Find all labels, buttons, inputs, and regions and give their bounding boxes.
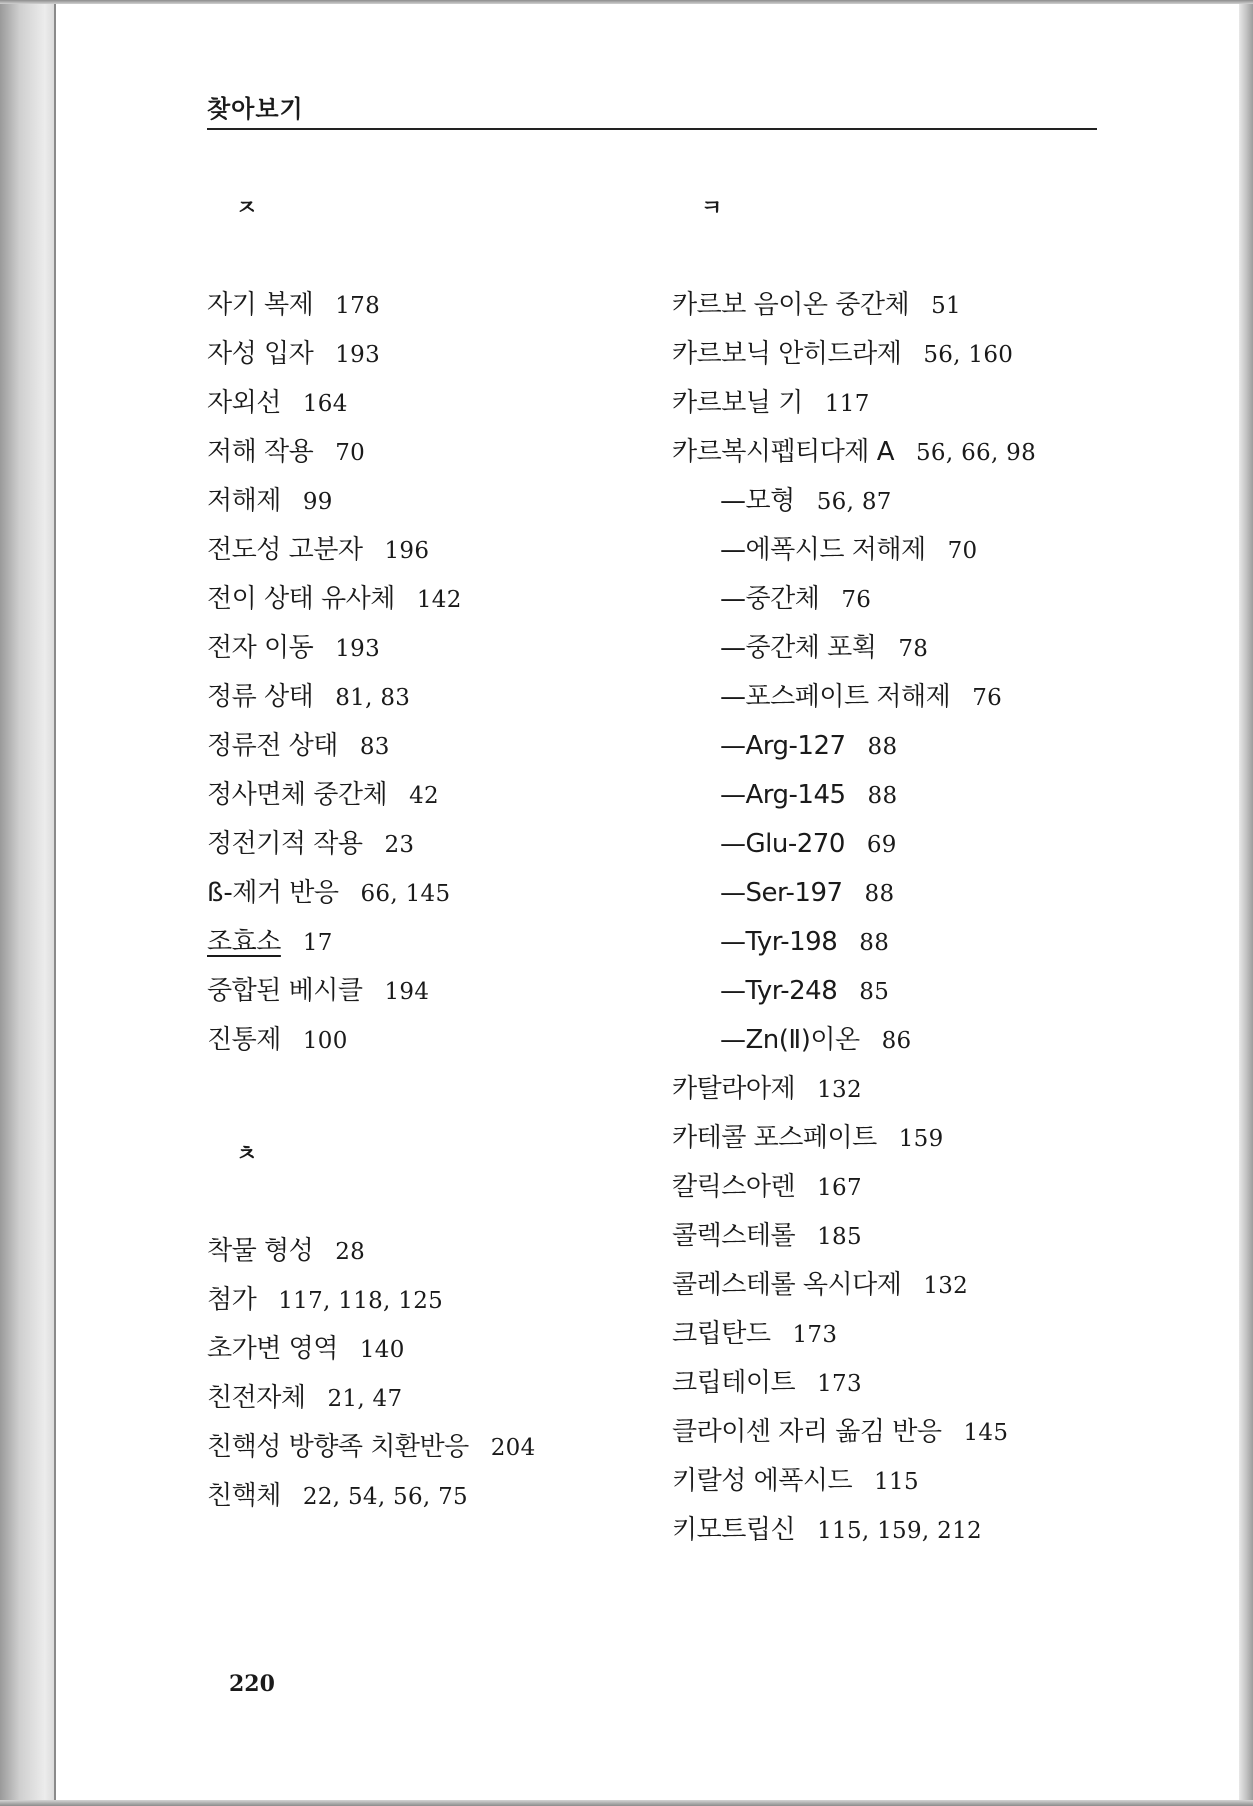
index-pages: 100 [302,1028,348,1054]
index-subentry [672,537,1112,586]
index-pages: 196 [384,538,430,564]
page-edge-left [0,0,56,1806]
index-entry [207,341,647,390]
index-entry [207,439,647,488]
index-pages: 42 [409,783,439,809]
index-entry [207,684,647,733]
index-entry [207,292,647,341]
index-pages: 88 [867,783,898,809]
index-term: 착물 형성 [207,1236,314,1266]
index-subentry [672,733,1112,782]
index-term: 카르보 음이온 중간체 [672,290,910,320]
index-pages: 99 [302,489,333,515]
index-term: 크립테이트 [672,1368,796,1398]
index-entry [672,1272,1112,1321]
index-entry [672,1517,1112,1566]
index-term: 칼릭스아렌 [672,1172,796,1202]
index-term: 정사면체 중간체 [207,780,388,810]
page-edge-bottom [0,1800,1253,1806]
index-pages: 21, 47 [327,1386,403,1412]
index-entry [207,1287,647,1336]
index-entry [672,292,1112,341]
index-entry [672,390,1112,439]
index-subentry [672,1027,1112,1076]
index-pages: 17 [302,930,333,956]
index-term: 친핵성 방향족 치환반응 [207,1432,469,1462]
index-pages: 117, 118, 125 [278,1288,444,1314]
index-entry [207,880,647,929]
index-pages: 66, 145 [360,881,451,907]
section-letter-k: ㅋ [701,196,723,221]
index-subentry [672,586,1112,635]
index-term: ß-제거 반응 [207,878,339,908]
page-number: 220 [229,1671,275,1697]
index-term: —중간체 [720,584,820,614]
index-term: 첨가 [207,1285,257,1315]
index-term: 카르복시펩티다제 A [672,437,894,467]
index-entry [672,1125,1112,1174]
index-pages: 23 [384,832,415,858]
index-entry [207,1434,647,1483]
index-term: 정전기적 작용 [207,829,363,859]
index-term: 카탈라아제 [672,1074,796,1104]
index-pages: 76 [841,587,872,613]
index-subentry [672,488,1112,537]
index-entry [672,1174,1112,1223]
index-entry [207,635,647,684]
index-entry [207,390,647,439]
index-entry [207,733,647,782]
index-term: 전이 상태 유사체 [207,584,395,614]
index-pages: 115, 159, 212 [817,1518,982,1544]
index-term: —Ser-197 [720,878,843,908]
section-gap [207,1076,647,1142]
index-term: 크립탄드 [672,1319,771,1349]
index-pages: 173 [817,1371,862,1397]
index-entry [207,978,647,1027]
index-entry [207,488,647,537]
section-letter-j: ㅈ [236,196,258,221]
index-term: —모형 [720,486,795,516]
index-pages: 132 [923,1273,969,1299]
index-subentry [672,782,1112,831]
index-subentry [672,635,1112,684]
index-pages: 88 [864,881,895,907]
index-term: 정류 상태 [207,682,314,712]
index-pages: 56, 66, 98 [915,440,1037,466]
index-term: 키랄성 에폭시드 [672,1466,853,1496]
index-term: 초가변 영역 [207,1334,338,1364]
index-term: 저해 작용 [207,437,314,467]
index-pages: 56, 87 [816,489,892,515]
index-pages: 167 [817,1175,862,1201]
index-entry [672,1321,1112,1370]
index-entry [207,1385,647,1434]
index-term: 카르보닐 기 [672,388,803,418]
index-pages: 193 [335,636,381,662]
index-entry [672,1468,1112,1517]
index-entry [207,1027,647,1076]
index-column-left [207,196,647,1532]
index-term: 저해제 [207,486,281,516]
index-pages: 76 [972,685,1003,711]
index-term: 정류전 상태 [207,731,338,761]
index-term: 키모트립신 [672,1515,796,1545]
index-entry [672,1419,1112,1468]
index-term: 클라이센 자리 옮김 반응 [672,1417,942,1447]
index-pages: 69 [866,832,897,858]
index-term: —Tyr-248 [720,976,838,1006]
index-entry [207,1336,647,1385]
index-pages: 194 [384,979,430,1005]
index-pages: 132 [817,1077,862,1103]
index-entry [207,586,647,635]
index-subentry [672,880,1112,929]
index-term: 중합된 베시클 [207,976,363,1006]
index-subentry [672,978,1112,1027]
index-term: 전자 이동 [207,633,314,663]
index-pages: 185 [817,1224,862,1250]
index-pages: 173 [792,1322,838,1348]
index-pages: 85 [859,979,890,1005]
index-pages: 70 [947,538,978,564]
index-entry [672,439,1112,488]
index-pages: 178 [335,293,381,319]
index-pages: 86 [881,1028,912,1054]
index-pages: 88 [859,930,890,956]
index-pages: 83 [359,734,390,760]
index-term: —Zn(Ⅱ)이온 [720,1025,860,1055]
index-entry [207,831,647,880]
header-title: 찾아보기 [207,95,304,123]
index-pages: 193 [335,342,381,368]
index-term: —중간체 포획 [720,633,877,663]
section-letter-ch: ㅊ [236,1142,258,1167]
index-pages: 164 [302,391,348,417]
index-term: 전도성 고분자 [207,535,363,565]
index-entry [207,782,647,831]
index-term: 자기 복제 [207,290,314,320]
index-pages: 28 [335,1239,366,1265]
index-term: 자성 입자 [207,339,314,369]
index-entry [207,537,647,586]
running-header [207,90,1097,128]
index-subentry [672,929,1112,978]
header-rule [207,128,1097,130]
index-pages: 70 [335,440,366,466]
index-term: 콜레스테롤 옥시다제 [672,1270,902,1300]
index-term: 친핵체 [207,1481,281,1511]
index-term: 자외선 [207,388,281,418]
index-pages: 145 [963,1420,1009,1446]
index-term: —Arg-127 [720,731,846,761]
index-pages: 88 [867,734,898,760]
index-entry [207,1483,647,1532]
index-pages: 117 [824,391,870,417]
page-edge-right [1239,0,1253,1806]
index-term: 조효소 [207,927,281,957]
index-term: 카르보닉 안히드라제 [672,339,902,369]
index-pages: 56, 160 [923,342,1014,368]
index-pages: 81, 83 [335,685,411,711]
index-entry [672,1076,1112,1125]
index-term: 카테콜 포스페이트 [672,1123,877,1153]
index-pages: 204 [490,1435,536,1461]
index-term: —에폭시드 저해제 [720,535,926,565]
index-term: 콜렉스테롤 [672,1221,796,1251]
index-entry [207,1238,647,1287]
page-edge-top [0,0,1253,4]
index-pages: 78 [898,636,929,662]
index-pages: 140 [359,1337,405,1363]
index-pages: 22, 54, 56, 75 [302,1484,468,1510]
index-entry [207,929,647,978]
index-subentry [672,831,1112,880]
index-term: —Tyr-198 [720,927,838,957]
index-term: —Arg-145 [720,780,846,810]
index-pages: 159 [898,1126,944,1152]
index-pages: 51 [931,293,961,319]
index-pages: 142 [416,587,462,613]
index-term: —포스페이트 저해제 [720,682,951,712]
index-entry [672,1223,1112,1272]
index-pages: 115 [874,1469,919,1495]
index-term: 진통제 [207,1025,281,1055]
index-entry [672,341,1112,390]
index-subentry [672,684,1112,733]
index-column-right [672,196,1112,1566]
index-entry [672,1370,1112,1419]
index-term: 친전자체 [207,1383,306,1413]
index-term: —Glu-270 [720,829,845,859]
